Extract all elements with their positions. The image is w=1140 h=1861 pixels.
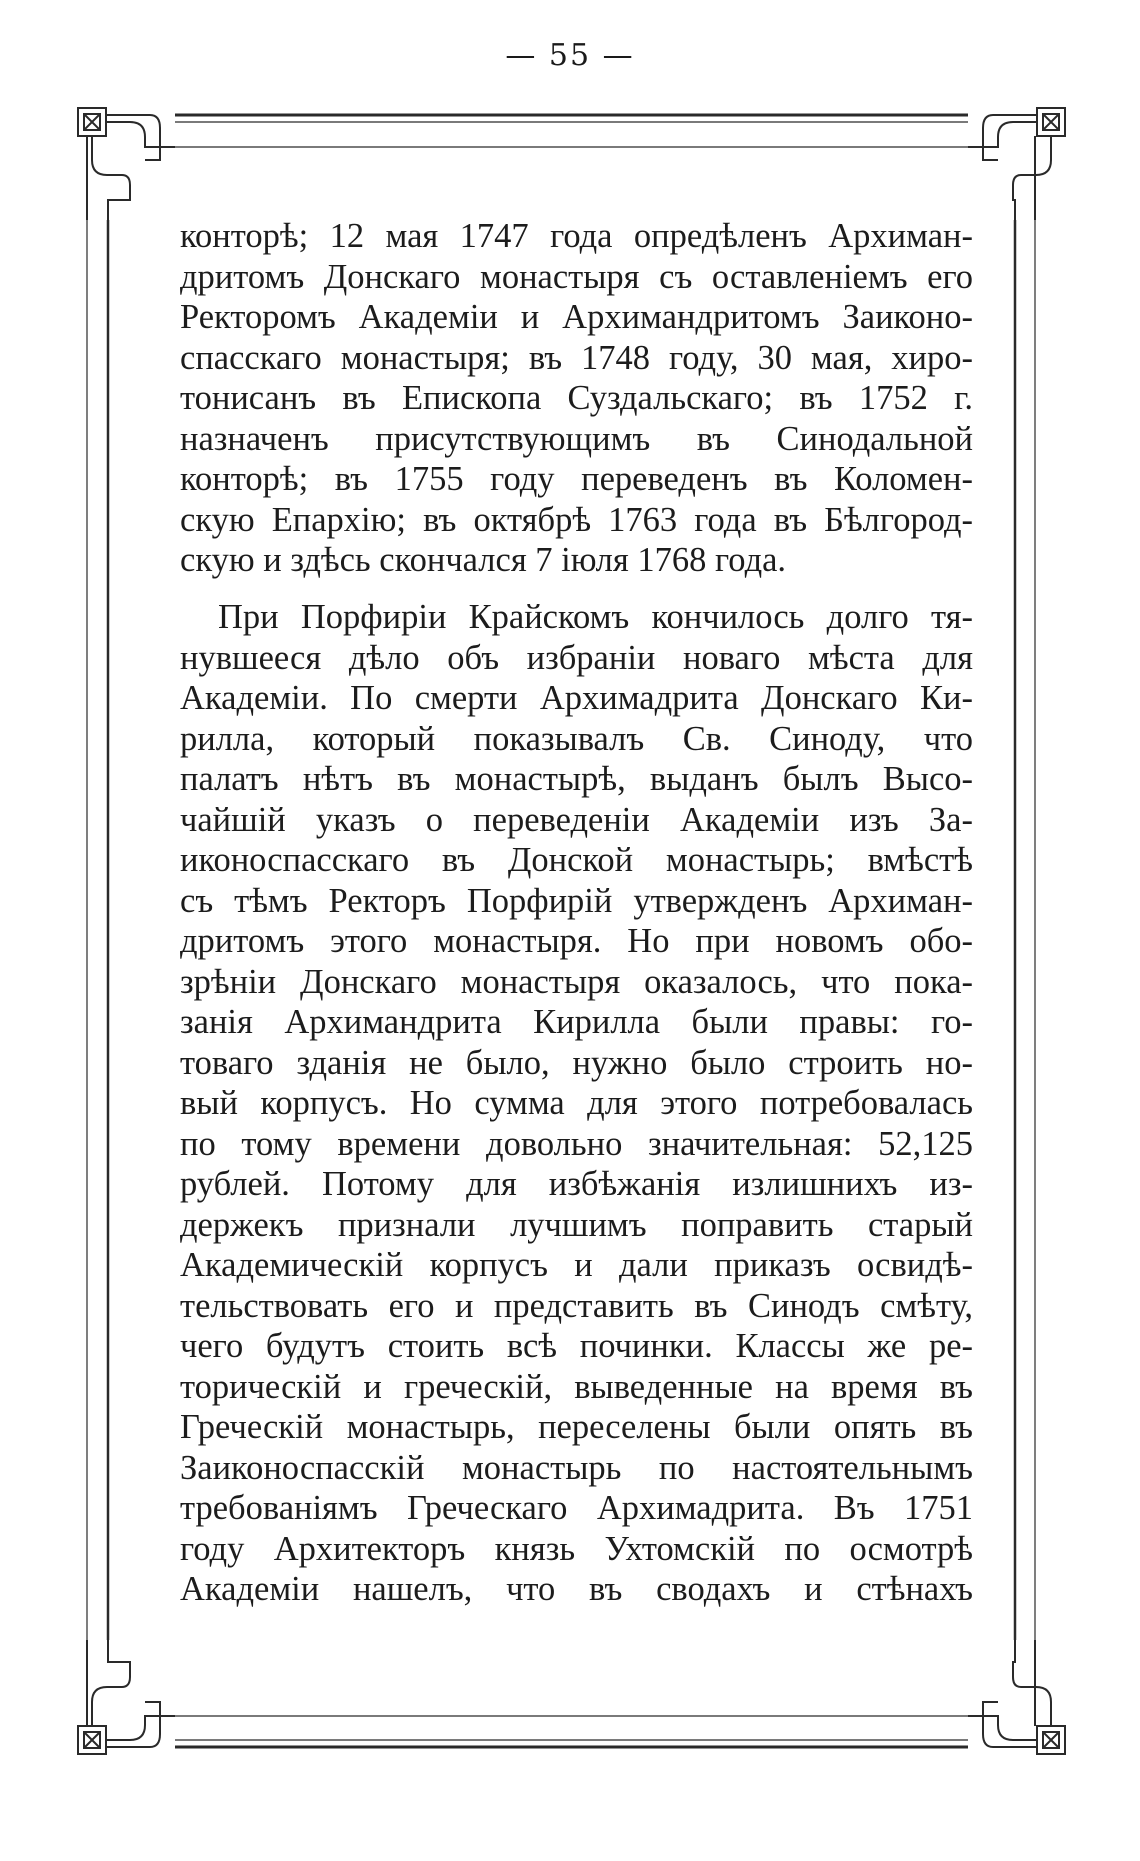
text-line: чего будутъ стоить всѣ починки. Классы же ре- bbox=[180, 1327, 973, 1365]
text-line: нувшееся дѣло объ избраніи новаго мѣста для bbox=[180, 638, 973, 677]
corner-ornament-top-right bbox=[968, 108, 1065, 220]
text-line: конторѣ; въ 1755 году переведенъ въ Коломен- bbox=[180, 460, 973, 498]
text-line: тельствовать его и представить въ Синодъ смѣту, bbox=[180, 1286, 973, 1325]
text-line: съ тѣмъ Ректоръ Порфирій утвержденъ Архиман- bbox=[180, 881, 973, 920]
text-line: Греческій монастырь, переселены были опять въ bbox=[180, 1408, 973, 1446]
text-line: дритомъ этого монастыря. Но при новомъ обо- bbox=[180, 922, 973, 960]
text-line: При Порфиріи Крайскомъ кончилось долго тя- bbox=[218, 598, 973, 636]
text-line: спасскаго монастыря; въ 1748 году, 30 мая, хиро- bbox=[180, 338, 973, 377]
text-line: дритомъ Донскаго монастыря съ оставленіемъ его bbox=[180, 257, 973, 296]
text-line: торическій и греческій, выведенные на время въ bbox=[180, 1367, 973, 1406]
text-line: Академіи нашелъ, что въ сводахъ и стѣнахъ bbox=[180, 1570, 973, 1608]
text-line: рублей. Потому для избѣжанія излишнихъ из- bbox=[180, 1165, 973, 1203]
text-line: Академическій корпусъ и дали приказъ освидѣ- bbox=[180, 1246, 973, 1284]
text-line: иконоспасскаго въ Донской монастырь; вмѣстѣ bbox=[180, 841, 973, 879]
text-line: палатъ нѣтъ въ монастырѣ, выданъ былъ Высо- bbox=[180, 760, 973, 798]
page-number: — 55 — bbox=[505, 38, 635, 73]
text-line: занія Архимандрита Кирилла были правы: го- bbox=[180, 1003, 973, 1041]
text-line: назначенъ присутствующимъ въ Синодальной bbox=[180, 419, 973, 458]
text-line: конторѣ; 12 мая 1747 года опредѣленъ Архиман- bbox=[180, 217, 973, 255]
text-line: держекъ признали лучшимъ поправить старый bbox=[180, 1205, 973, 1244]
text-line: скую и здѣсь скончался 7 іюля 1768 года. bbox=[180, 541, 787, 579]
text-line: требованіямъ Греческаго Архимадрита. Въ 1751 bbox=[180, 1489, 973, 1527]
text-line: году Архитекторъ князь Ухтомскій по осмотрѣ bbox=[180, 1529, 973, 1568]
text-line: тонисанъ въ Епископа Суздальскаго; въ 1752 г. bbox=[180, 379, 973, 417]
corner-ornament-bottom-right bbox=[968, 1640, 1065, 1754]
corner-ornament-bottom-left bbox=[78, 1640, 175, 1754]
text-line: по тому времени довольно значительная: 52,125 bbox=[180, 1124, 973, 1163]
text-line: рилла, который показывалъ Св. Синоду, что bbox=[180, 719, 973, 758]
paragraph-1 bbox=[180, 216, 973, 581]
text-line: Ректоромъ Академіи и Архимандритомъ Заиконо- bbox=[180, 298, 973, 336]
text-line: Академіи. По смерти Архимадрита Донскаго Ки- bbox=[180, 679, 973, 717]
text-line: Заиконоспасскій монастырь по настоятельнымъ bbox=[180, 1448, 973, 1487]
text-line: вый корпусъ. Но сумма для этого потребовалась bbox=[180, 1084, 973, 1122]
text-line: товаго зданія не было, нужно было строить но- bbox=[180, 1043, 973, 1082]
text-line: зрѣніи Донскаго монастыря оказалось, что пока- bbox=[180, 962, 973, 1001]
text-line: чайшій указъ о переведеніи Академіи изъ За- bbox=[180, 800, 973, 839]
text-line: скую Епархію; въ октябрѣ 1763 года въ Бѣлгород- bbox=[180, 500, 973, 539]
corner-ornament-top-left bbox=[78, 108, 175, 220]
paragraph-2 bbox=[180, 597, 973, 1610]
